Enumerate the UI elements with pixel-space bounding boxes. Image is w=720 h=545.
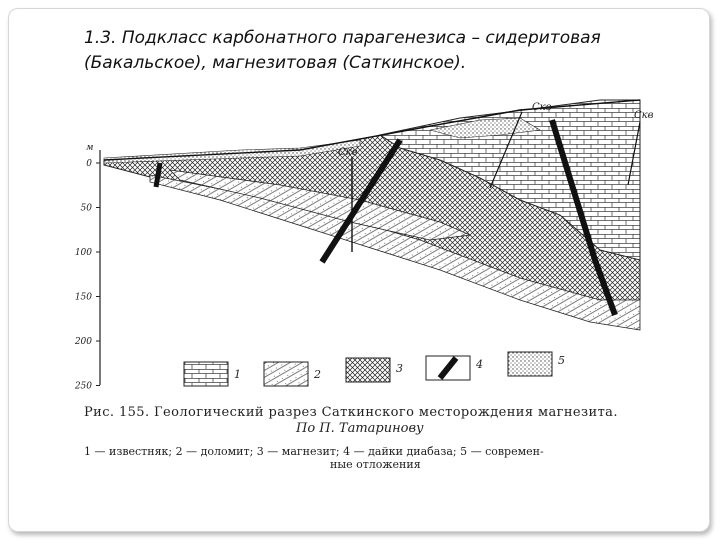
title-line-2: (Бакальское), магнезитовая (Саткинское). — [84, 53, 467, 73]
legend-num-2: 2 — [314, 368, 321, 381]
well-label-1: Скв — [338, 147, 358, 158]
caption-line-1: Рис. 155. Геологический разрез Саткинского месторождения магнезита. — [84, 405, 618, 420]
legend-num-1: 1 — [234, 368, 241, 381]
legend-num-3: 3 — [396, 362, 403, 375]
legend-num-4: 4 — [476, 358, 483, 371]
depth-tick-label: 0 — [86, 159, 92, 169]
depth-tick-label: 200 — [74, 337, 92, 347]
legend-num-5: 5 — [558, 354, 565, 367]
depth-tick-label: 100 — [74, 248, 92, 258]
figure-caption — [84, 405, 618, 471]
legend-swatch-dolomite — [264, 362, 308, 386]
section-body — [104, 100, 654, 330]
well-label-3: Скв — [634, 110, 654, 121]
legend-swatch-limestone — [184, 362, 228, 386]
legend — [184, 352, 565, 386]
depth-tick-label: 250 — [74, 381, 92, 392]
depth-ticks — [74, 159, 100, 392]
depth-unit-label: м — [86, 143, 94, 153]
legend-swatch-magnesite — [346, 358, 390, 382]
legend-swatch-recent — [508, 352, 552, 376]
well-label-2: Скв — [532, 102, 552, 113]
depth-axis — [74, 143, 100, 392]
explanation-line-1: 1 — известняк; 2 — доломит; 3 — магнезит; 4 — дайки диабаза; 5 — современ- — [84, 445, 544, 458]
explanation-line-2: ные отложения — [330, 458, 421, 471]
depth-tick-label: 150 — [74, 292, 92, 303]
caption-line-2: По П. Татаринову — [296, 421, 424, 436]
title-line-1: 1.3. Подкласс карбонатного парагенезиса – сидеритовая — [84, 28, 601, 48]
depth-tick-label: 50 — [80, 203, 92, 214]
